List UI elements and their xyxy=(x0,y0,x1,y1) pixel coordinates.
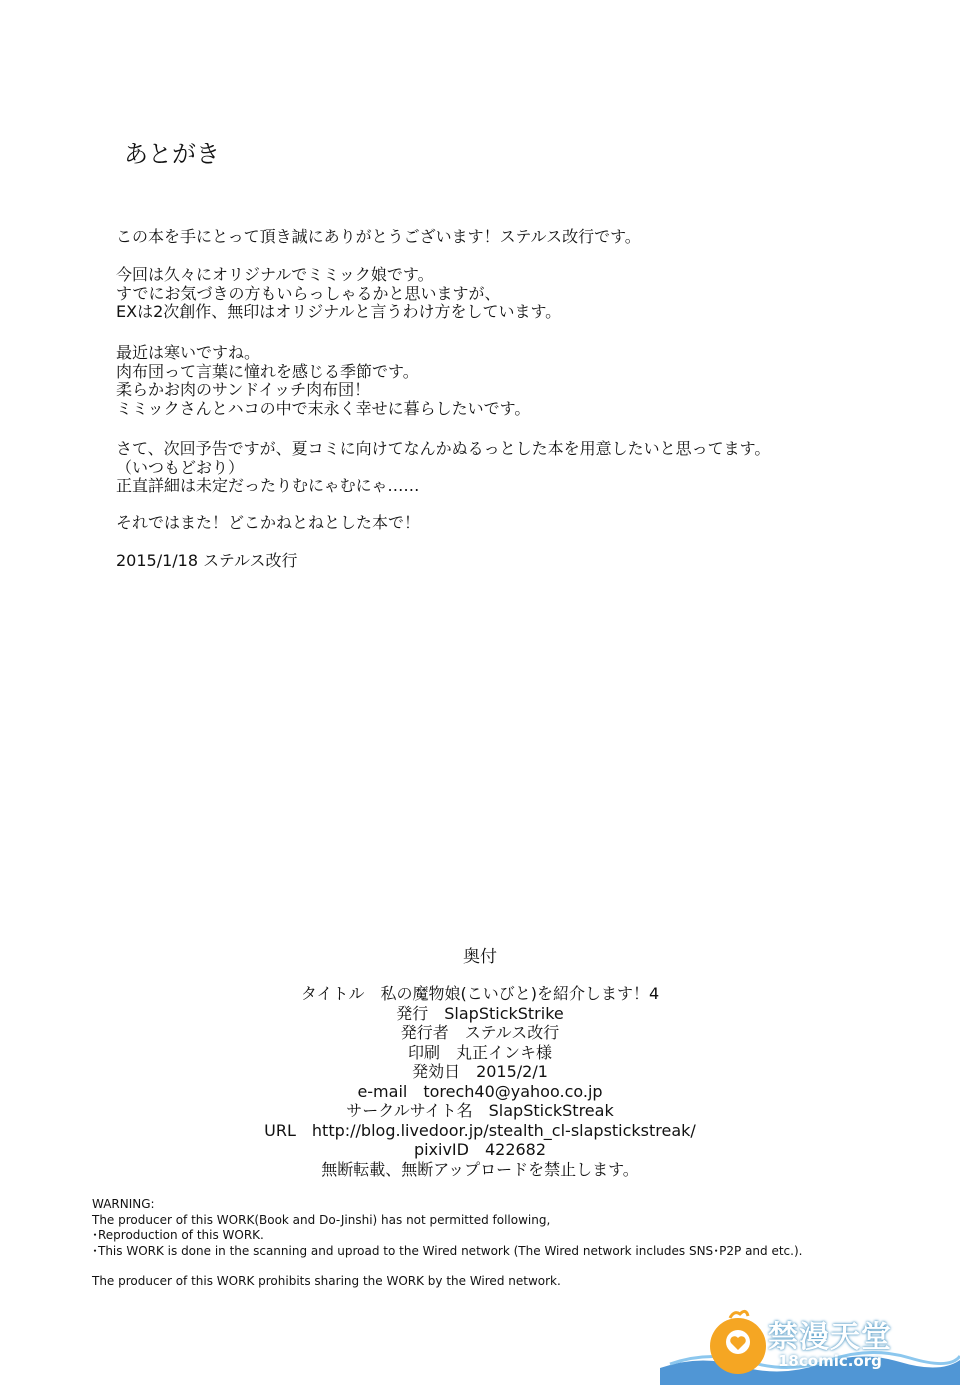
afterword-line: ミミックさんとハコの中で末永く幸せに暮らしたいです。 xyxy=(116,398,531,418)
afterword-line: 肉布団って言葉に憧れを感じる季節です。 xyxy=(116,361,419,381)
afterword-line: 今回は久々にオリジナルでミミック娘です。 xyxy=(116,265,434,284)
colophon-line-author: 発行者 ステルス改行 xyxy=(400,1023,560,1042)
colophon-line-date: 発効日 2015/2/1 xyxy=(412,1062,548,1081)
warning-line: WARNING: xyxy=(92,1197,155,1211)
colophon-line-printer: 印刷 丸正インキ様 xyxy=(407,1042,552,1062)
colophon-line-site: サークルサイト名 SlapStickStreak xyxy=(346,1101,614,1120)
warning-line: ･This WORK is done in the scanning and uproad to the Wired network (The Wired network includes SNS･P2P and etc.). xyxy=(92,1243,803,1258)
watermark-text: 禁漫天堂 xyxy=(768,1320,892,1355)
afterword-date-line: 2015/1/18 ステルス改行 xyxy=(116,551,298,570)
afterword-line: この本を手にとって頂き誠にありがとうございます！ステルス改行です。 xyxy=(116,227,641,246)
warning-footer: The producer of this WORK prohibits sharing the WORK by the Wired network. xyxy=(92,1274,561,1288)
colophon-line-title: タイトル 私の魔物娘(こいびと)を紹介します！4 xyxy=(300,984,660,1003)
colophon-title: 奥付 xyxy=(463,947,497,967)
warning-line: ･Reproduction of this WORK. xyxy=(92,1228,264,1242)
colophon-line-publisher: 発行 SlapStickStrike xyxy=(396,1003,564,1023)
afterword-line: （いつもどおり） xyxy=(116,457,245,477)
watermark-url: 18comic.org xyxy=(778,1352,882,1370)
afterword-line: 柔らかお肉のサンドイッチ肉布団！ xyxy=(116,380,371,399)
afterword-heading: あとがき xyxy=(124,140,220,168)
colophon-line-notice: 無断転載、無断アップロードを禁止します。 xyxy=(321,1159,639,1179)
afterword-para-2 xyxy=(116,266,561,322)
afterword-line: それではまた！どこかねとねとした本で！ xyxy=(116,513,421,532)
afterword-para-4 xyxy=(116,440,770,496)
afterword-para-1 xyxy=(116,228,641,247)
colophon-line-email: e-mail torech40@yahoo.co.jp xyxy=(357,1081,603,1101)
afterword-line: 最近は寒いですね。 xyxy=(116,343,261,362)
afterword-para-3 xyxy=(116,344,530,418)
afterword-line: すでにお気づきの方もいらっしゃるかと思いますが、 xyxy=(116,283,501,303)
afterword-line: 正直詳細は未定だったりむにゃむにゃ…… xyxy=(116,476,420,495)
afterword-para-5 xyxy=(116,514,420,533)
warning-line: The producer of this WORK(Book and Do-Jinshi) has not permitted following, xyxy=(92,1212,551,1227)
afterword-signature xyxy=(116,552,298,571)
afterword-line: EXは2次創作、無印はオリジナルと言うわけ方をしています。 xyxy=(116,302,562,321)
warning-block xyxy=(92,1197,802,1290)
mascot-spout xyxy=(730,1311,748,1318)
colophon xyxy=(0,946,960,1179)
afterword-line: さて、次回予告ですが、夏コミに向けてなんかぬるっとした本を用意したいと思ってます。 xyxy=(116,439,771,458)
colophon-line-pixiv: pixivID 422682 xyxy=(413,1140,547,1159)
colophon-line-url: URL http://blog.livedoor.jp/stealth_cl-slapstickstreak/ xyxy=(264,1120,696,1140)
